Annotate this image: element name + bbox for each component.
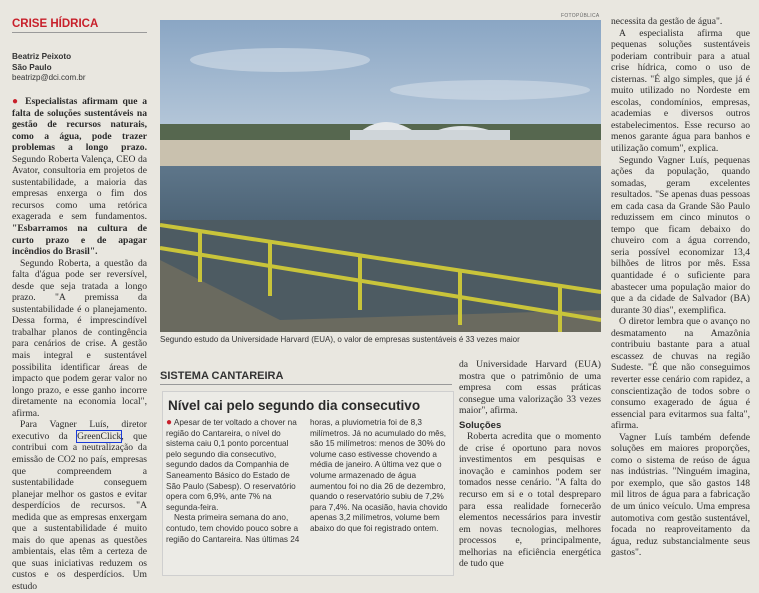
article-photo xyxy=(160,20,601,332)
sidebar-title: Nível cai pelo segundo dia consecutivo xyxy=(168,398,421,413)
author-email[interactable]: beatrizp@dci.com.br xyxy=(12,73,86,82)
author-city: São Paulo xyxy=(12,62,52,72)
paragraph: Para Vagner Luís, diretor executivo da GreenClick, que contribui com a neutralização da emissão de CO2 no país, empresas que compreendem a sustentabilidade conseguem planejar melhor os gastos e evitar desperdícios de recursos. "A medida que as empresas enxergam que a sustentabilidade é muito mais do que apenas as questões ambientais, elas têm a certeza de que suas iniciativas reduzem os custos e os desperdícios. Um estudo xyxy=(12,419,147,592)
sidebar-column-2 xyxy=(310,418,448,535)
paragraph: A especialista afirma que pequenas soluções sustentáveis poderiam contribuir para a atual crise hídrica, como o uso de cisternas. "É algo simples, que já é muito utilizado no Nordeste em escolas, condomínios, empresas, academias e diversos outros estabelecimentos. Esse recurso ao menos garante água para banhos e utilização comum", explica. xyxy=(611,27,750,155)
paragraph: Roberta acredita que o momento de crise é oportuno para novos investimentos em pesquisas e inovação e caminhos podem ser tomados nesse cenário. "A falta do recurso em si e o total despreparo para essa realidade fornecerão elementos necessários para investir em novas tecnologias, melhores processos e, principalmente, melhorias na eficiência energética de tudo que xyxy=(459,431,601,570)
paragraph: Segundo Vagner Luís, pequenas ações da população, quando somadas, geram excelentes resultados. "Se apenas duas pessoas em cada casa da Grande São Paulo reduzissem em cinco minutos o tempo que ficam debaixo do chuveiro com a água correndo, seria possível economizar 13,4 bilhões de litros por mês. Essa quantidade é o suficiente para abastecer uma população maior do que a da cidade de Salvador (BA) durante 30 dias", exemplifica. xyxy=(611,154,750,316)
sidebar-column-1 xyxy=(166,418,304,545)
subheading: Soluções xyxy=(459,419,502,431)
paragraph: Segundo Roberta, a questão da falta d'água pode ser reversível, desde que seja tratada a longo prazo. "A premissa da sustentabilidade é o planejamento. Dessa forma, é imprescindível trabalhar planos de contingência para cenários de crise. A gestão mais integral e sustentável possibilita identificar áreas de impacto que podem gerar valor no longo prazo, e esse ganho incorre diretamente na economia local", afirma. xyxy=(12,257,147,419)
reservoir-photo xyxy=(160,20,601,332)
article-column-4 xyxy=(611,16,750,559)
bullet-icon: ● xyxy=(12,96,21,107)
paragraph: O diretor lembra que o avanço no desmatamento na Amazônia contribuiu bastante para a atual escassez de chuvas na região Sudeste. "É que não conseguimos reverter esse cenário com rapidez, a conscientização de todos sobre o consumo exagerado de água é essencial para evitarmos sua falta", afirma. xyxy=(611,316,750,432)
author-name: Beatriz Peixoto xyxy=(12,52,72,61)
paragraph: Vagner Luís também defende soluções em maiores proporções, como o sistema de reúso de água nas indústrias. "Ninguém imagina, por exemplo, que são gastos 148 mil litros de água para a fabricação de um único veículo. Uma empresa automotiva com gestão sustentável, focada no reaproveitamento da água, reduz substancialmente seus gastos". xyxy=(611,431,750,559)
photo-caption: Segundo estudo da Universidade Harvard (EUA), o valor de empresas sustentáveis é 33 vezes maior xyxy=(160,335,520,344)
sidebar-section-label: SISTEMA CANTAREIRA xyxy=(160,370,452,385)
lead-paragraph: ● Especialistas afirmam que a falta de soluções sustentáveis na gestão de recursos naturais, como a água, pode trazer problemas a longo prazo. Segundo Roberta Valença, CEO da Avator, consultoria em projetos de sustentabilidade, a maioria das empresas enxerga o fim dos recursos como uma retórica exagerada e sem fundamentos. "Esbarramos na cultura de curto prazo e de apagar incêndios do Brasil". xyxy=(12,96,148,258)
paragraph: horas, a pluviometria foi de 8,3 milímetros. Já no acumulado do mês, são 15 milímetros: menos de 30% do volume caso estivesse chovendo a média de janeiro. A última vez que o volume armazenado de água aumentou foi no dia 26 de dezembro, quando o reservatório subiu de 7,2% para 7,4%. Na ocasião, havia chovido apenas 3,2 milímetros, volume bem abaixo do que foi registrado ontem. xyxy=(310,418,448,533)
bullet-icon: ● xyxy=(166,417,173,428)
photo-credit: FOTOPÚBLICA xyxy=(561,13,600,19)
sidebar-lead: ● Apesar de ter voltado a chover na região do Cantareira, o nível do sistema caiu 0,1 ponto porcentual pelo segundo dia consecutivo, segundo dados da Companhia de Saneamento Básico do Estado de São Paulo (Sabesp). O reservatório opera com 6,9%, ante 7% na segunda-feira. xyxy=(166,417,297,512)
paragraph: Nesta primeira semana do ano, contudo, tem chovido pouco sobre a região do Cantareira. Nas últimas 24 xyxy=(166,513,300,544)
article-column-1 xyxy=(12,96,147,593)
article-column-3 xyxy=(459,359,601,570)
paragraph: da Universidade Harvard (EUA) mostra que o patrimônio de uma empresa com essas práticas consegue uma valorização 33 vezes maior", afirma. xyxy=(459,359,601,417)
paragraph: necessita da gestão de água". xyxy=(611,16,723,27)
section-label: CRISE HÍDRICA xyxy=(12,18,147,33)
byline xyxy=(12,52,85,84)
greenclick-link[interactable]: GreenClick xyxy=(77,430,122,442)
